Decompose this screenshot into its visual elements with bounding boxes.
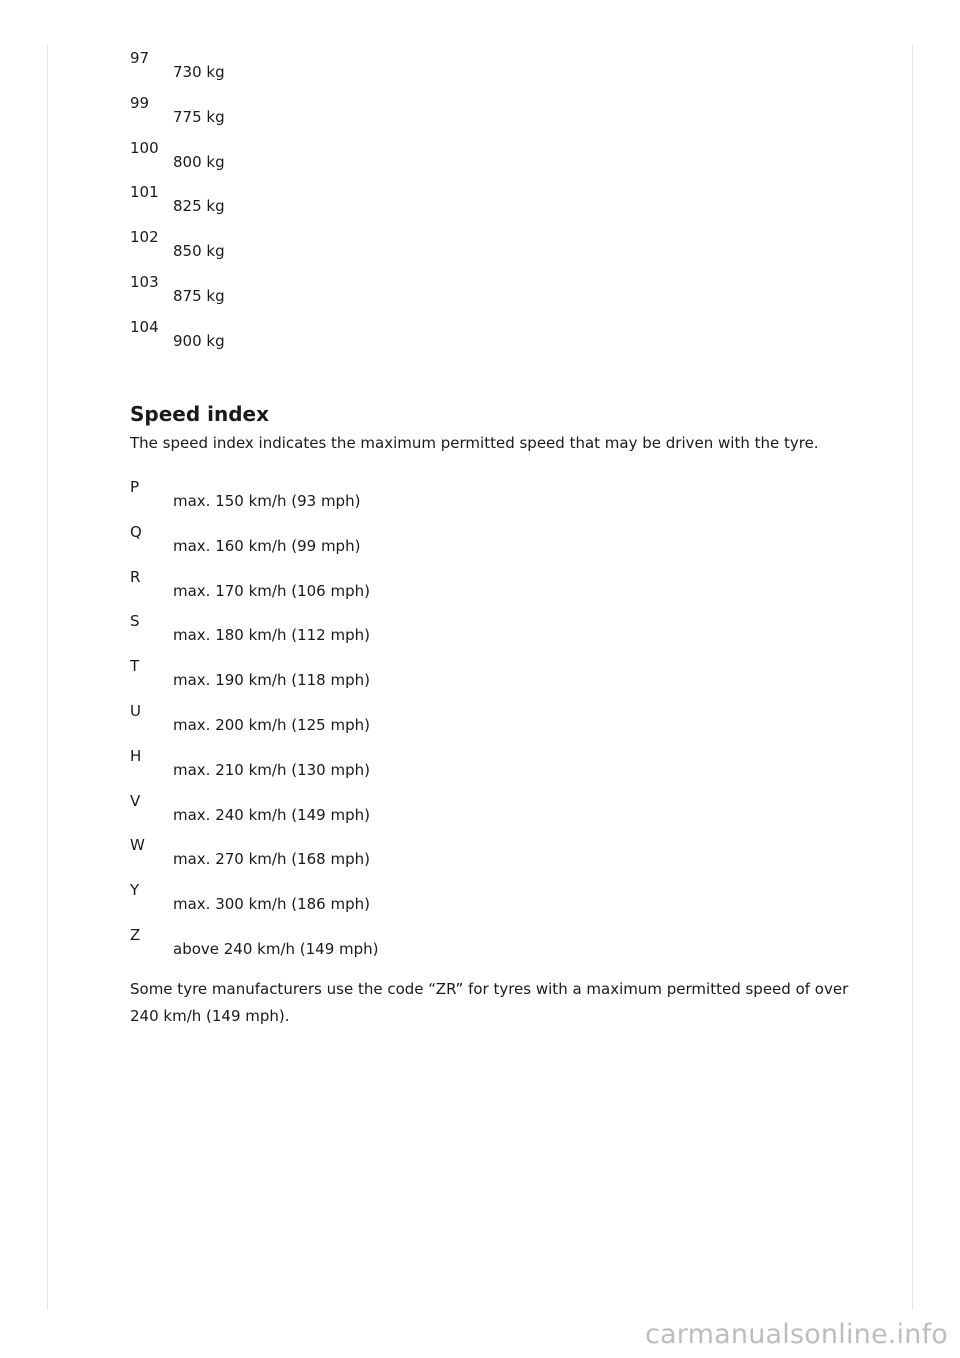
speed-index-code: S (130, 612, 140, 631)
speed-index-value: max. 200 km/h (125 mph) (173, 715, 370, 734)
speed-index-row (130, 701, 890, 746)
speed-index-value: max. 210 km/h (130 mph) (173, 760, 370, 779)
speed-index-list (130, 477, 890, 970)
load-index-row (130, 48, 890, 93)
speed-index-code: U (130, 701, 141, 720)
page-content (130, 48, 890, 1025)
load-index-row (130, 182, 890, 227)
speed-index-code: Q (130, 522, 142, 541)
load-index-list (130, 48, 890, 362)
speed-index-code: V (130, 791, 141, 810)
speed-index-row (130, 880, 890, 925)
load-index-code: 99 (130, 93, 150, 112)
speed-index-code: T (130, 657, 140, 676)
speed-index-value: max. 240 km/h (149 mph) (173, 805, 370, 824)
speed-index-row (130, 791, 890, 836)
load-index-row (130, 227, 890, 272)
speed-index-code: Y (130, 881, 140, 900)
load-index-code: 101 (130, 183, 159, 202)
speed-index-value: max. 180 km/h (112 mph) (173, 626, 370, 645)
speed-index-value: max. 190 km/h (118 mph) (173, 671, 370, 690)
load-index-value: 900 kg (173, 331, 225, 350)
load-index-code: 103 (130, 272, 159, 291)
load-index-value: 775 kg (173, 107, 225, 126)
speed-index-code: R (130, 567, 141, 586)
speed-index-code: W (130, 836, 145, 855)
load-index-value: 825 kg (173, 197, 225, 216)
speed-index-row (130, 746, 890, 791)
speed-index-value: max. 160 km/h (99 mph) (173, 536, 361, 555)
page-border-left (47, 45, 48, 1310)
speed-index-value: above 240 km/h (149 mph) (173, 939, 379, 958)
load-index-value: 850 kg (173, 242, 225, 261)
speed-index-code: Z (130, 925, 141, 944)
speed-index-row (130, 611, 890, 656)
load-index-code: 104 (130, 317, 159, 336)
watermark: carmanualsonline.info (645, 1319, 948, 1350)
load-index-value: 875 kg (173, 286, 225, 305)
speed-index-value: max. 170 km/h (106 mph) (173, 581, 370, 600)
load-index-code: 102 (130, 228, 159, 247)
speed-index-row (130, 656, 890, 701)
speed-index-row (130, 522, 890, 567)
load-index-code: 97 (130, 49, 150, 67)
speed-index-row (130, 925, 890, 970)
load-index-value: 800 kg (173, 152, 225, 171)
speed-index-row (130, 567, 890, 612)
load-index-row (130, 138, 890, 183)
load-index-value: 730 kg (173, 63, 225, 81)
load-index-row (130, 317, 890, 362)
page-border-right (912, 45, 913, 1310)
speed-index-row (130, 477, 890, 522)
load-index-code: 100 (130, 138, 159, 157)
speed-index-code: P (130, 478, 140, 496)
speed-index-value: max. 150 km/h (93 mph) (173, 492, 361, 510)
zr-code-note: Some tyre manufacturers use the code “ZR” for tyres with a maximum permitted speed of over 240 km/h (149 mph). (130, 980, 849, 1025)
load-index-row (130, 93, 890, 138)
load-index-row (130, 272, 890, 317)
speed-index-value: max. 300 km/h (186 mph) (173, 895, 370, 914)
speed-index-row (130, 835, 890, 880)
speed-index-value: max. 270 km/h (168 mph) (173, 850, 370, 869)
speed-index-heading: Speed index (130, 402, 270, 426)
speed-index-code: H (130, 746, 142, 765)
speed-index-intro: The speed index indicates the maximum permitted speed that may be driven with the tyre. (130, 434, 819, 452)
